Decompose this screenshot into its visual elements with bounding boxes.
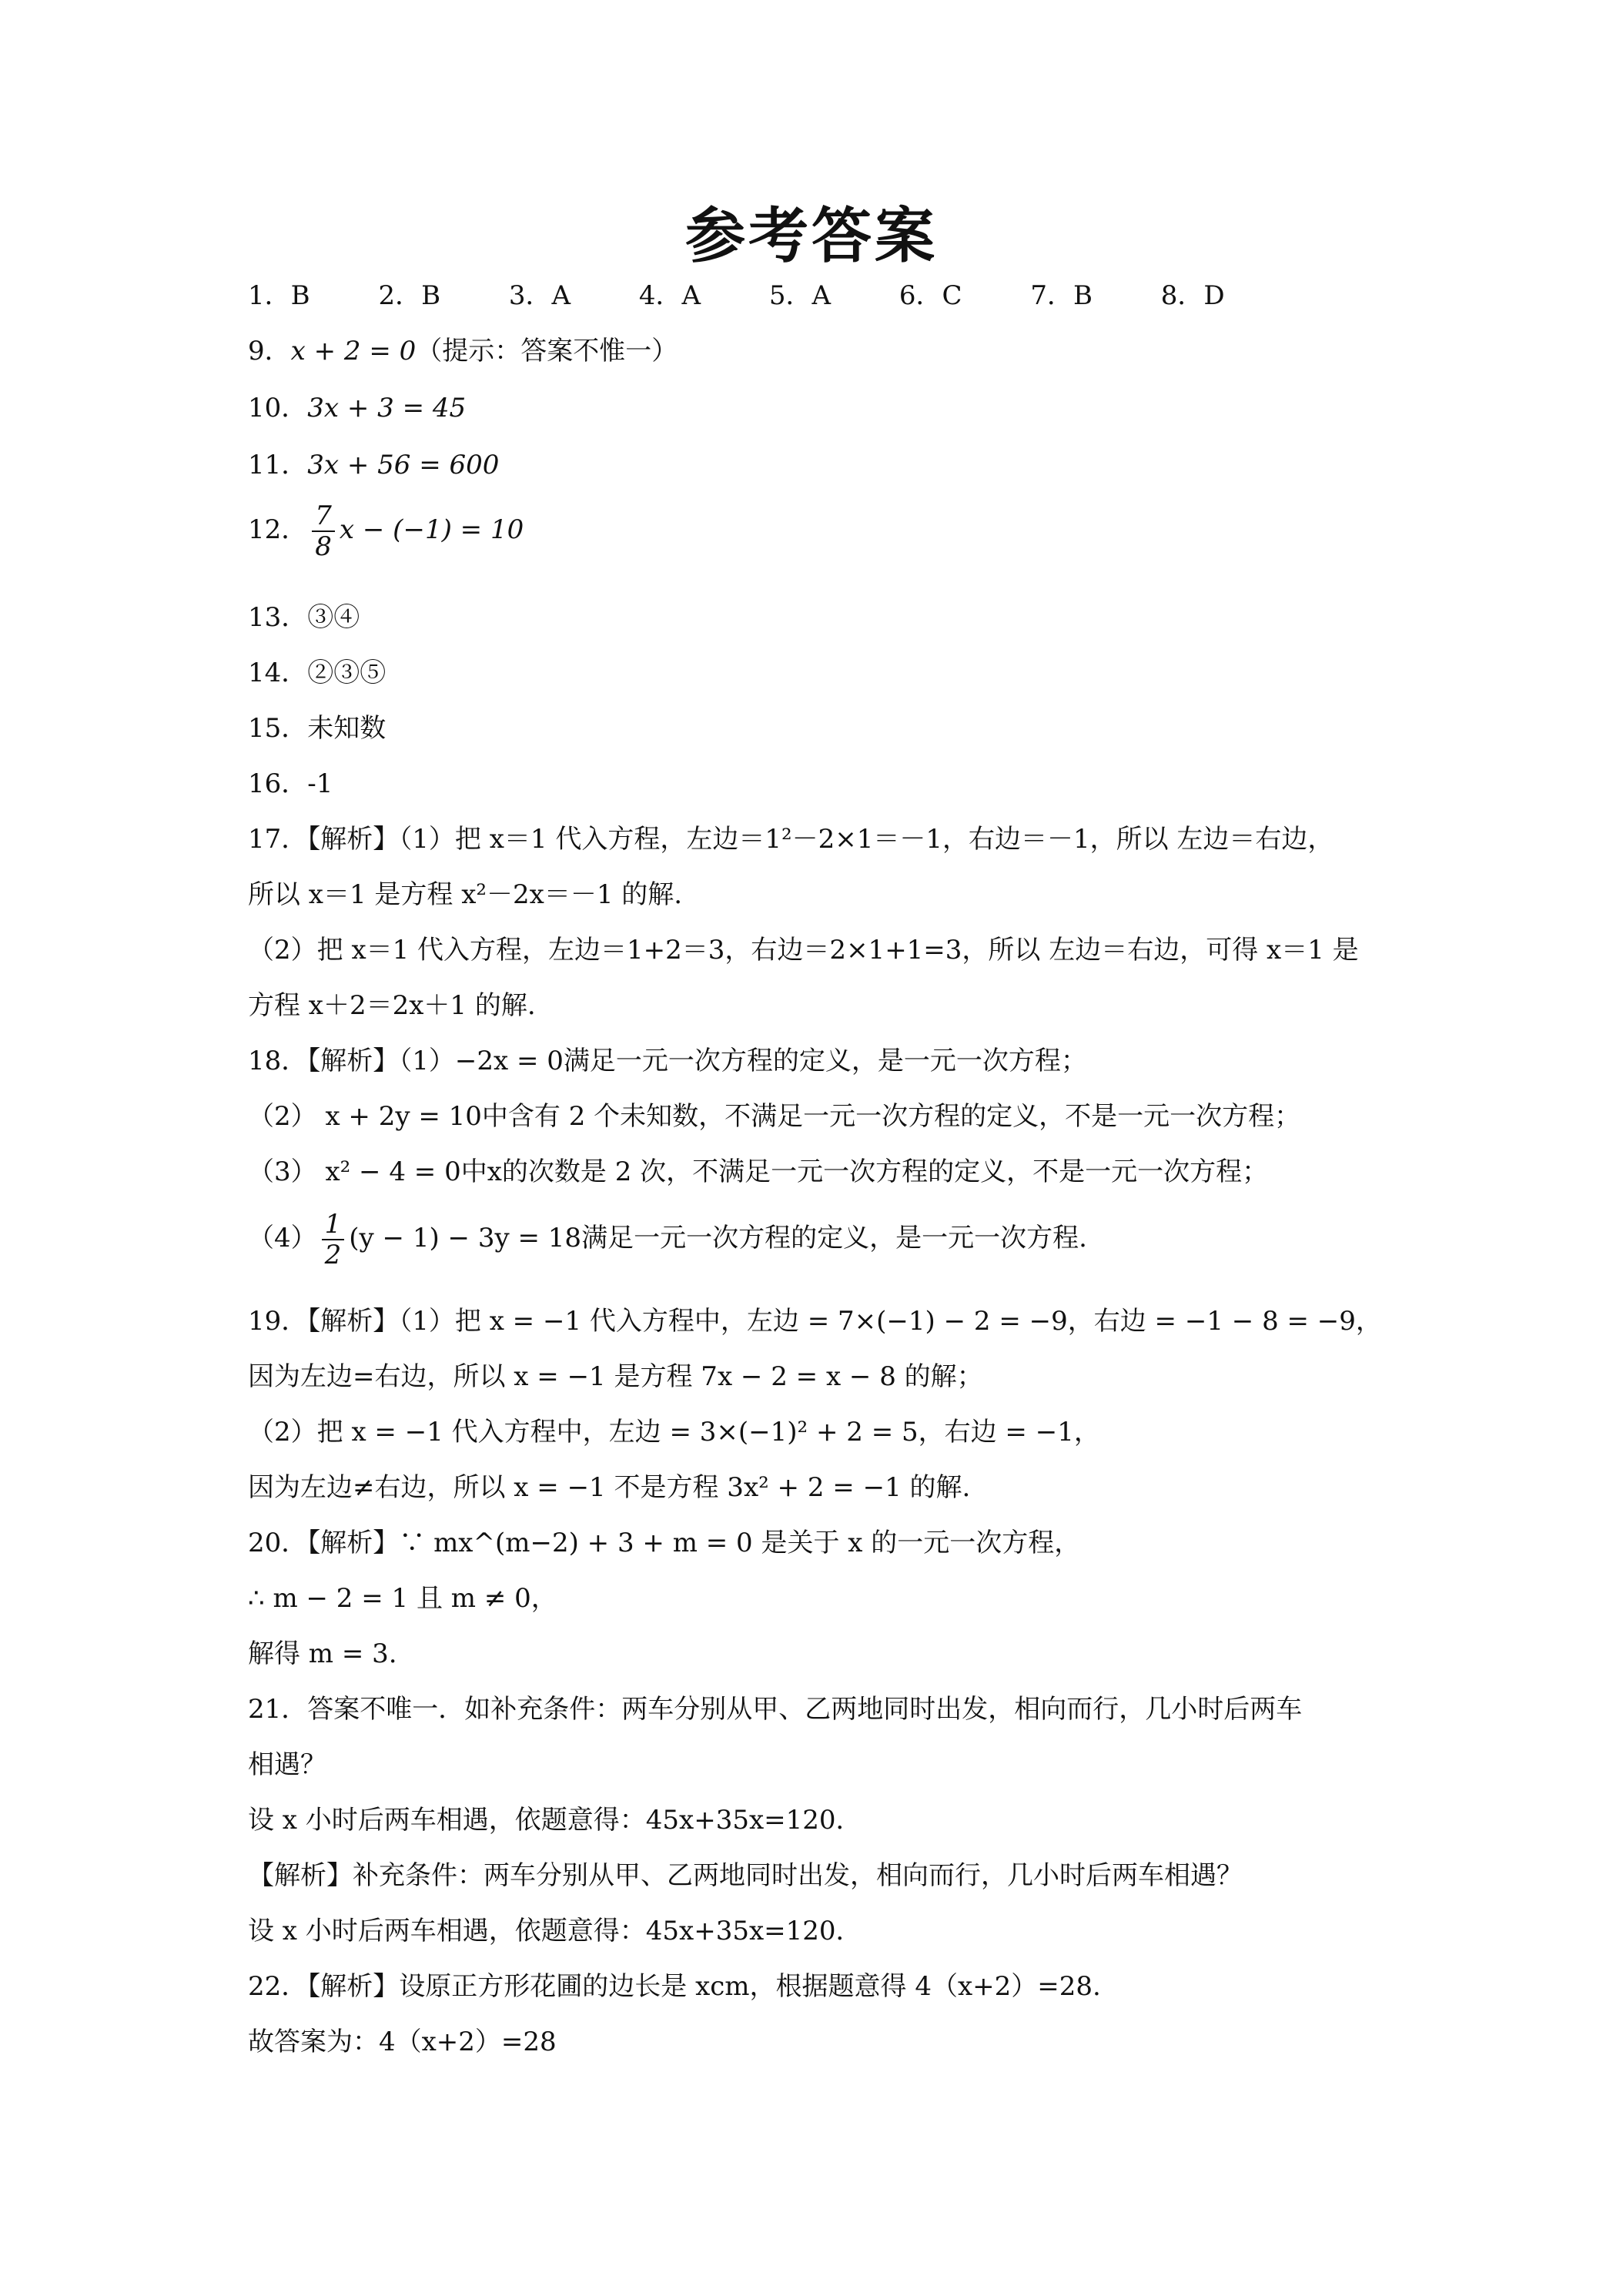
- fraction: $\frac{1}{2}$: [322, 1210, 345, 1270]
- equation: x + 2 = 0: [290, 336, 417, 366]
- answer-9: 9．x + 2 = 0（提示：答案不惟一）: [248, 336, 678, 366]
- answer-21-line-5: 设 x 小时后两车相遇，依题意得：45x+35x=120．: [248, 1916, 862, 1946]
- answer-11: 11．3x + 56 = 600: [248, 450, 500, 480]
- answer-20-line-2: ∴ m − 2 = 1 且 m ≠ 0，: [248, 1583, 557, 1614]
- answer-1: 1．B: [248, 280, 310, 311]
- answer-15: 15．未知数: [248, 713, 387, 744]
- answer-21-line-4: 【解析】补充条件：两车分别从甲、乙两地同时出发，相向而行，几小时后两车相遇？: [248, 1860, 1243, 1891]
- answer-20-line-1: 20．【解析】∵ mx^(m−2) + 3 + m = 0 是关于 x 的一元一次方程，: [248, 1528, 1081, 1558]
- answer-5: 5．A: [768, 280, 832, 311]
- answer-14: 14．②③⑤: [248, 658, 387, 688]
- answer-17-line-3: （2）把 x＝1 代入方程，左边＝1+2＝3，右边＝2×1+1=3，所以 左边＝右边，可得 x＝1 是: [248, 935, 1359, 966]
- answer-21-line-2: 相遇？: [248, 1749, 326, 1780]
- answer-3: 3．A: [508, 280, 571, 311]
- answer-4: 4．A: [638, 280, 701, 311]
- answer-19-line-4: 因为左边≠右边，所以 x = −1 不是方程 3x² + 2 = −1 的解.: [248, 1472, 971, 1503]
- answer-20-line-3: 解得 m = 3.: [248, 1638, 397, 1669]
- answer-2: 2．B: [378, 280, 441, 311]
- answer-19-line-1: 19．【解析】（1）把 x = −1 代入方程中，左边 = 7×(−1) − 2 = −9，右边 = −1 − 8 = −9，: [248, 1306, 1382, 1337]
- equation: x − (−1) = 10: [339, 514, 524, 545]
- equation: 3x + 56 = 600: [307, 450, 500, 480]
- choice-answers: [248, 279, 1285, 313]
- answer-10: 10．3x + 3 = 45: [248, 393, 467, 423]
- answer-21-line-1: 21．答案不唯一．如补充条件：两车分别从甲、乙两地同时出发，相向而行，几小时后两车: [248, 1694, 1303, 1725]
- answer-21-line-3: 设 x 小时后两车相遇，依题意得：45x+35x=120．: [248, 1805, 862, 1836]
- fraction: $\frac{7}{8}$: [312, 501, 335, 561]
- answer-18-line-2: （2） x + 2y = 10中含有 2 个未知数，不满足一元一次方程的定义，不是一元一次方程；: [248, 1101, 1301, 1132]
- answer-12: 12． $\frac{7}{8}$ x − (−1) = 10: [248, 500, 524, 562]
- answer-16: 16．-1: [248, 768, 333, 799]
- answer-19-line-2: 因为左边=右边，所以 x = −1 是方程 7x − 2 = x − 8 的解；: [248, 1361, 983, 1392]
- answer-22-line-1: 22．【解析】设原正方形花圃的边长是 xcm，根据题意得 4（x+2）=28.: [248, 1971, 1101, 2002]
- answer-22-line-2: 故答案为：4（x+2）=28: [248, 2027, 557, 2057]
- answer-19-line-3: （2）把 x = −1 代入方程中，左边 = 3×(−1)² + 2 = 5，右边 = −1，: [248, 1417, 1100, 1448]
- answer-18-line-4: （4） $\frac{1}{2}$ (y − 1) − 3y = 18满足一元一次方程的定义，是一元一次方程.: [248, 1209, 1087, 1270]
- answer-8: 8．D: [1160, 280, 1225, 311]
- answer-6: 6．C: [899, 280, 962, 311]
- answer-17-line-4: 方程 x＋2＝2x＋1 的解.: [248, 990, 536, 1021]
- answer-13: 13．③④: [248, 602, 360, 633]
- answer-18-line-3: （3） x² − 4 = 0中x的次数是 2 次，不满足一元一次方程的定义，不是一元一次方程；: [248, 1156, 1269, 1187]
- answer-17-line-1: 17．【解析】（1）把 x＝1 代入方程，左边＝1²－2×1＝－1，右边＝－1，所以 左边＝右边，: [248, 824, 1334, 855]
- page-title: 参考答案: [684, 202, 938, 271]
- answer-18-line-1: 18．【解析】（1）−2x = 0满足一元一次方程的定义，是一元一次方程；: [248, 1046, 1087, 1076]
- answer-17-line-2: 所以 x＝1 是方程 x²－2x＝－1 的解.: [248, 879, 683, 910]
- answer-7: 7．B: [1030, 280, 1093, 311]
- equation: 3x + 3 = 45: [307, 393, 467, 423]
